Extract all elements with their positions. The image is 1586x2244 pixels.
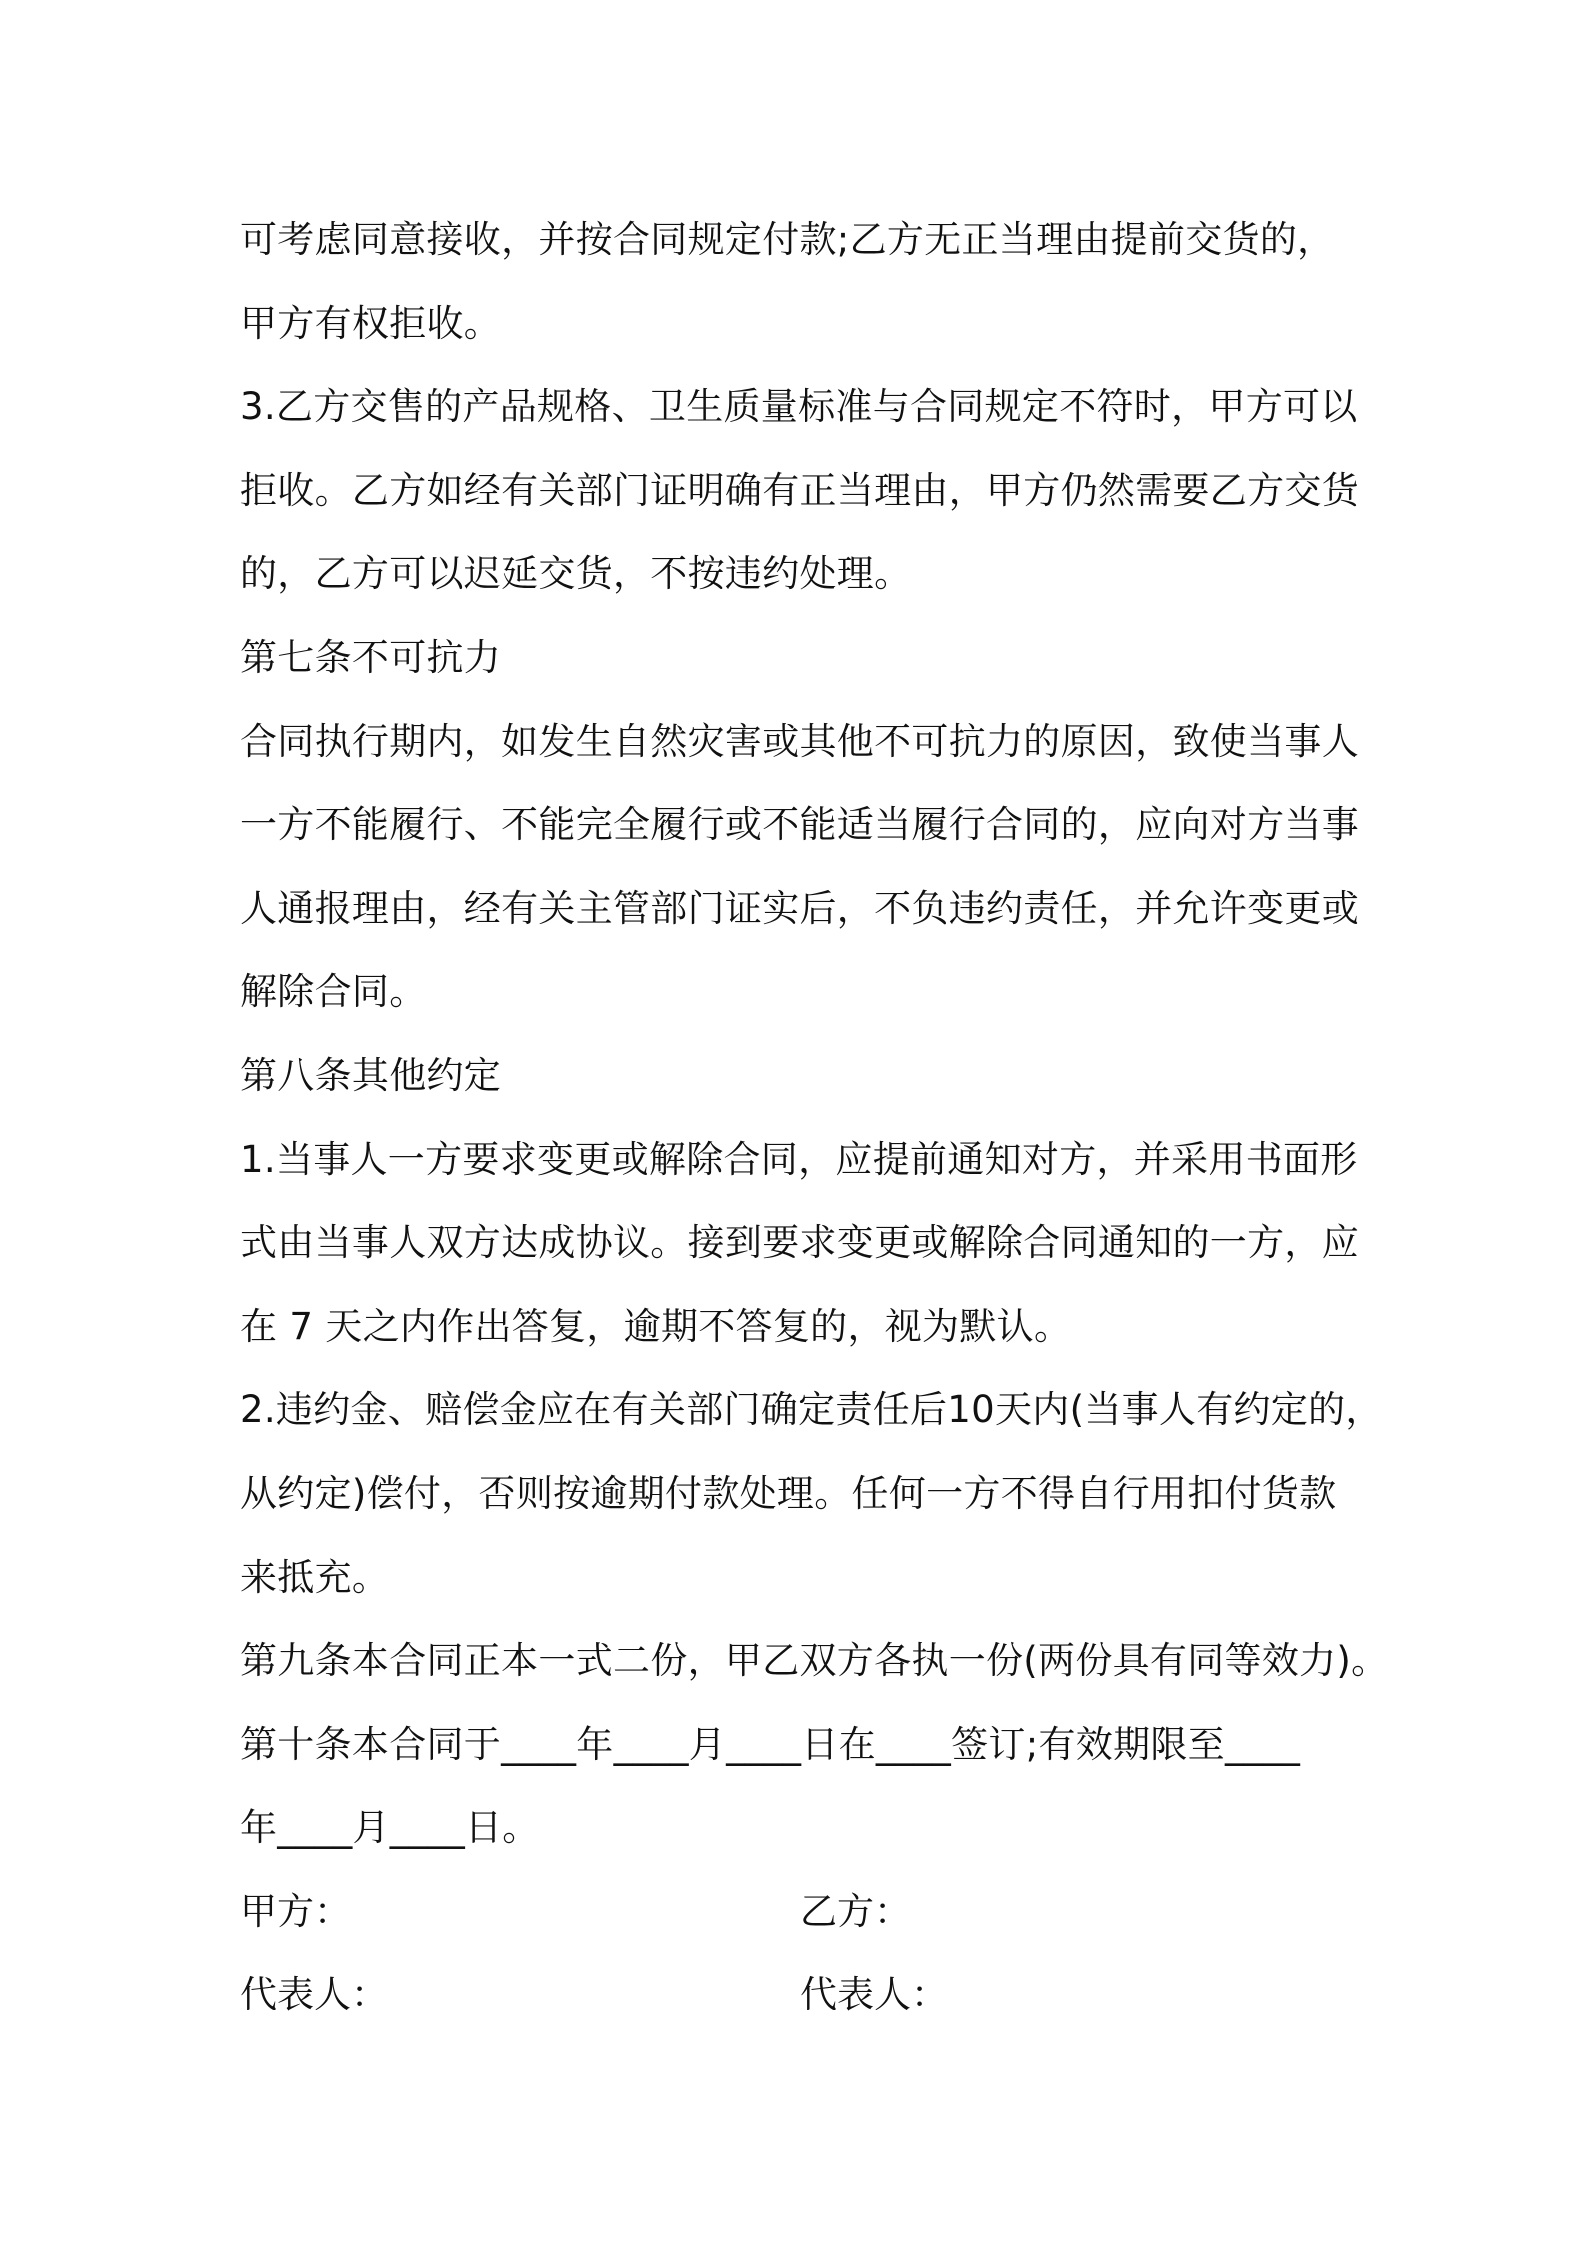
text-line: 2.违约金、赔偿金应在有关部门确定责任后10天内(当事人有约定的， bbox=[240, 1388, 1383, 1432]
text-line: 式由当事人双方达成协议。接到要求变更或解除合同通知的一方，应 bbox=[240, 1221, 1359, 1265]
text-line: 一方不能履行、不能完全履行或不能适当履行合同的，应向对方当事 bbox=[240, 803, 1359, 847]
text-line: 来抵充。 bbox=[240, 1555, 390, 1599]
text-line: 从约定)偿付，否则按逾期付款处理。任何一方不得自行用扣付货款 bbox=[240, 1471, 1337, 1515]
text-line: 3.乙方交售的产品规格、卫生质量标准与合同规定不符时，甲方可以 bbox=[240, 385, 1358, 429]
section-heading-other-terms: 第八条其他约定 bbox=[240, 1053, 502, 1097]
article-ten-line-continued: 年____月____日。 bbox=[240, 1806, 540, 1850]
article-ten-line: 第十条本合同于____年____月____日在____签订;有效期限至____ bbox=[240, 1722, 1301, 1766]
text-line: 人通报理由，经有关主管部门证实后，不负违约责任，并允许变更或 bbox=[240, 886, 1359, 930]
text-line: 甲方有权拒收。 bbox=[240, 301, 502, 345]
text-line: 拒收。乙方如经有关部门证明确有正当理由，甲方仍然需要乙方交货 bbox=[240, 468, 1359, 512]
representative-a-label: 代表人： bbox=[240, 1973, 388, 2017]
text-line: 在 7 天之内作出答复，逾期不答复的，视为默认。 bbox=[240, 1304, 1072, 1348]
party-a-label: 甲方： bbox=[240, 1889, 351, 1933]
signature-representative-row bbox=[240, 1953, 1360, 2037]
section-heading-force-majeure: 第七条不可抗力 bbox=[240, 635, 502, 679]
text-line: 合同执行期内，如发生自然灾害或其他不可抗力的原因，致使当事人 bbox=[240, 719, 1359, 763]
document-body bbox=[240, 198, 1389, 2037]
party-b-label: 乙方： bbox=[800, 1889, 911, 1933]
article-nine-line: 第九条本合同正本一式二份，甲乙双方各执一份(两份具有同等效力)。 bbox=[240, 1639, 1389, 1683]
text-line: 1.当事人一方要求变更或解除合同，应提前通知对方，并采用书面形 bbox=[240, 1137, 1358, 1181]
text-line: 的，乙方可以迟延交货，不按违约处理。 bbox=[240, 552, 912, 596]
text-line: 可考虑同意接收，并按合同规定付款;乙方无正当理由提前交货的， bbox=[240, 218, 1335, 261]
representative-b-label: 代表人： bbox=[800, 1973, 948, 2017]
signature-party-row bbox=[240, 1870, 1360, 1954]
text-line: 解除合同。 bbox=[240, 970, 427, 1014]
